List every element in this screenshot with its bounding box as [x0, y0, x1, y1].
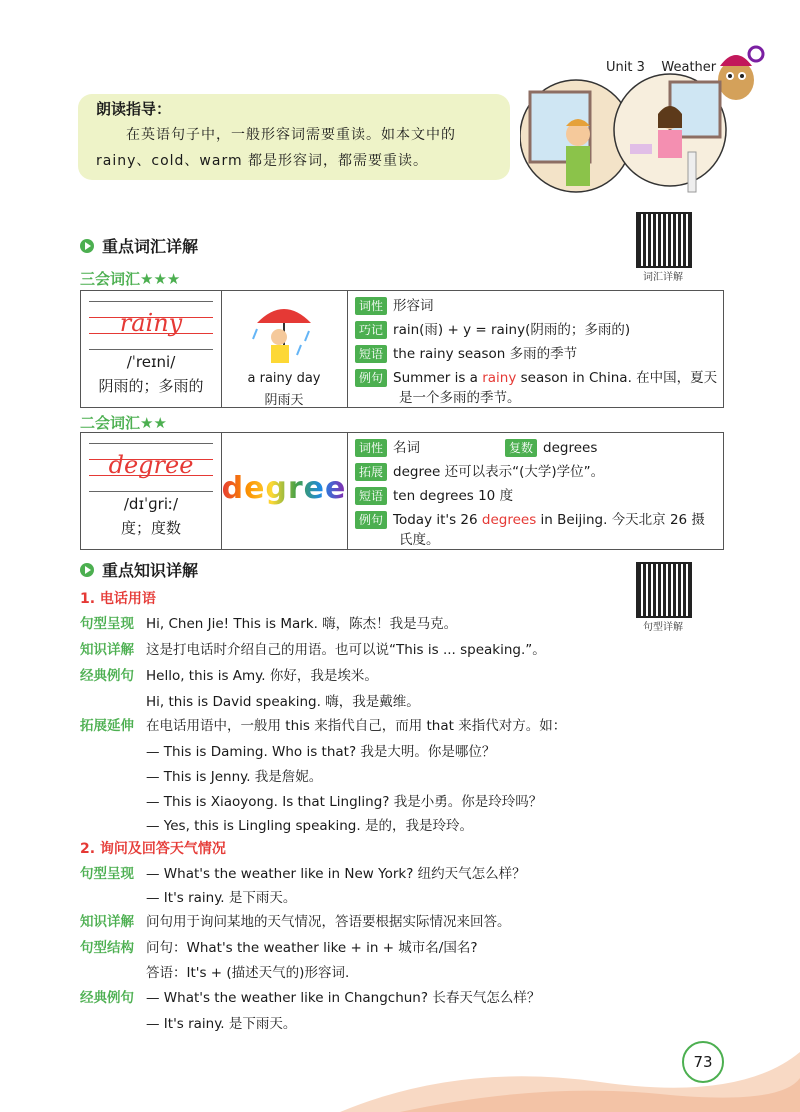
- play-bullet-icon: [80, 239, 94, 253]
- tag-phrase: 短语: [355, 345, 387, 363]
- phrase-text: ten degrees 10 度: [393, 488, 514, 504]
- topic1-ext-line-4: — Yes, this is Lingling speaking. 是的，我是玲玲。: [146, 818, 473, 834]
- tag-extension: 拓展: [355, 463, 387, 481]
- example-line-2: 氏度。: [399, 532, 440, 548]
- vocab-meaning: 阴雨的；多雨的: [98, 377, 204, 395]
- knowledge-heading-text: 重点知识详解: [102, 561, 199, 580]
- example-highlight: degrees: [481, 512, 537, 528]
- memory-text: rain(雨) + y = rainy(阴雨的；多雨的): [393, 322, 631, 338]
- vocab-card-rainy: [80, 290, 724, 408]
- example-line-2: 是一个多雨的季节。: [399, 390, 521, 406]
- level-three-label: 三会词汇★★★: [80, 270, 181, 288]
- topic1-ext-line-1: — This is Daming. Who is that? 我是大明。你是哪位？: [146, 744, 496, 760]
- word-writing-cell: [81, 433, 222, 549]
- tag-phrase: 短语: [355, 487, 387, 505]
- vocab-phonetic: /ˈreɪni/: [126, 353, 176, 371]
- vocab-heading-text: 重点词汇详解: [102, 237, 199, 256]
- tag-memory: 巧记: [355, 321, 387, 339]
- rainy-day-icon: [249, 299, 319, 367]
- qr-code-icon[interactable]: [636, 212, 692, 268]
- tag-plural: 复数: [505, 439, 537, 457]
- phone-call-illustration: [520, 72, 730, 200]
- topic-1-title: 1. 电话用语: [80, 591, 156, 607]
- reading-guide-line-2: rainy、cold、warm 都是形容词，都需要重读。: [96, 153, 429, 169]
- label-examples: 经典例句: [80, 668, 134, 684]
- topic2-present-2: — It's rainy. 是下雨天。: [146, 890, 297, 906]
- reading-guide-title: 朗读指导：: [96, 100, 172, 118]
- phrase-text: the rainy season 多雨的季节: [393, 346, 578, 362]
- example-post: season in China. 在中国，夏天: [516, 370, 718, 386]
- label-examples: 经典例句: [80, 990, 134, 1006]
- topic2-structure-2: 答语：It's + (描述天气的)形容词.: [146, 965, 350, 981]
- label-explain: 知识详解: [80, 642, 134, 658]
- pos-text: 名词: [393, 440, 421, 456]
- unit-title: Weather: [661, 60, 717, 75]
- vocab-section-heading: [80, 234, 198, 257]
- vocab-word: rainy: [119, 309, 183, 337]
- example-pre: Summer is a: [393, 370, 483, 386]
- label-structure: 句型结构: [80, 940, 134, 956]
- knowledge-section-heading: [80, 558, 198, 581]
- topic2-explain: 问句用于询问某地的天气情况，答语要根据实际情况来回答。: [146, 914, 511, 930]
- qr-caption-knowledge: 句型详解: [643, 622, 683, 633]
- page-number: 73: [682, 1041, 724, 1083]
- word-picture-cell: [221, 291, 348, 407]
- footer-wave-decoration: [340, 1042, 800, 1112]
- label-explain: 知识详解: [80, 914, 134, 930]
- degree-picture-word: degree: [221, 471, 347, 506]
- topic2-example-2: — It's rainy. 是下雨天。: [146, 1016, 297, 1032]
- label-present: 句型呈现: [80, 616, 134, 632]
- label-extension: 拓展延伸: [80, 718, 134, 734]
- qr-code-icon[interactable]: [636, 562, 692, 618]
- plural-text: degrees: [543, 440, 598, 456]
- example-pre: Today it's 26: [393, 512, 482, 528]
- reading-guide-line-1: 在英语句子中，一般形容词需要重读。如本文中的: [126, 127, 456, 143]
- word-writing-cell: [81, 291, 222, 407]
- vocab-word: degree: [108, 451, 194, 479]
- tag-pos: 词性: [355, 297, 387, 315]
- pos-text: 形容词: [393, 298, 434, 314]
- topic2-example-1: — What's the weather like in Changchun? 长春天气怎么样？: [146, 990, 541, 1006]
- tag-pos: 词性: [355, 439, 387, 457]
- topic1-example-2: Hi, this is David speaking. 嗨，我是戴维。: [146, 694, 420, 710]
- qr-caption-vocab: 词汇详解: [643, 272, 683, 283]
- example-post: in Beijing. 今天北京 26 摄: [536, 512, 705, 528]
- unit-label: Unit 3: [606, 60, 645, 75]
- topic2-structure-1: 问句：What's the weather like + in + 城市名/国名?: [146, 940, 478, 956]
- topic2-present-1: — What's the weather like in New York? 纽约天气怎么样？: [146, 866, 526, 882]
- vocab-meaning: 度；度数: [120, 519, 181, 537]
- picture-caption-cn: 阴雨天: [264, 393, 304, 408]
- tag-example: 例句: [355, 369, 387, 387]
- topic1-explain: 这是打电话时介绍自己的用语。也可以说“This is ... speaking.”。: [146, 642, 546, 658]
- level-two-label: 二会词汇★★: [80, 414, 167, 432]
- word-picture-cell: [221, 433, 348, 549]
- topic1-ext-intro: 在电话用语中，一般用 this 来指代自己，而用 that 来指代对方。如：: [146, 718, 567, 734]
- topic1-ext-line-3: — This is Xiaoyong. Is that Lingling? 我是小勇。你是玲玲吗？: [146, 794, 543, 810]
- topic-2-title: 2. 询问及回答天气情况: [80, 841, 226, 857]
- vocab-phonetic: /dɪˈɡriː/: [123, 495, 179, 513]
- example-highlight: rainy: [482, 370, 517, 386]
- picture-caption-en: a rainy day: [247, 371, 321, 386]
- extension-text: degree 还可以表示“(大学)学位”。: [393, 464, 605, 480]
- topic1-example-1: Hello, this is Amy. 你好，我是埃米。: [146, 668, 378, 684]
- play-bullet-icon: [80, 563, 94, 577]
- topic1-ext-line-2: — This is Jenny. 我是詹妮。: [146, 769, 323, 785]
- tag-example: 例句: [355, 511, 387, 529]
- vocab-card-degree: [80, 432, 724, 550]
- topic1-present: Hi, Chen Jie! This is Mark. 嗨，陈杰！我是马克。: [146, 616, 458, 632]
- label-present: 句型呈现: [80, 866, 134, 882]
